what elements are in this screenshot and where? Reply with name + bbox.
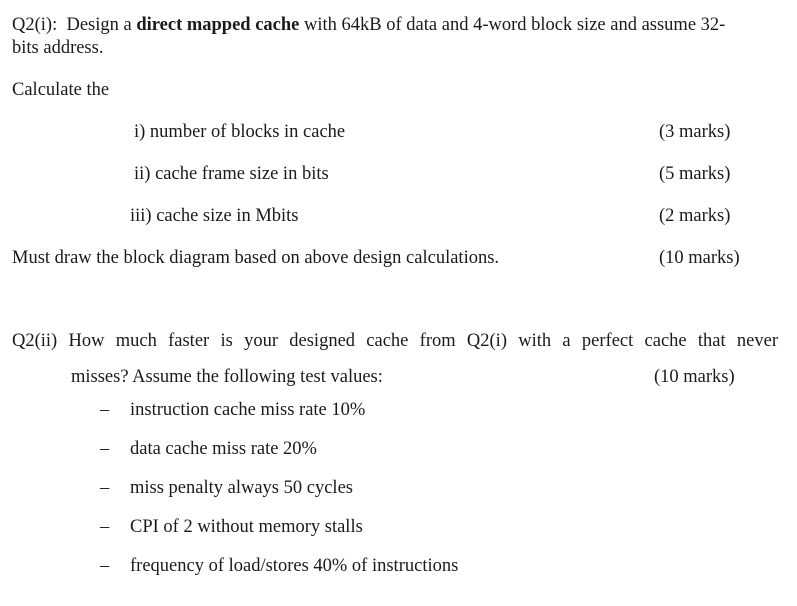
item-1-marks: (3 marks): [659, 122, 731, 142]
item-2-marks: (5 marks): [659, 164, 731, 184]
item-3-marks: (2 marks): [659, 206, 731, 226]
bullet-3: miss penalty always 50 cycles: [130, 478, 353, 498]
bullet-5: frequency of load/stores 40% of instructions: [130, 556, 459, 576]
calculate-label: Calculate the: [12, 80, 110, 100]
q2ii-line1: Q2(ii) How much faster is your designed cache from Q2(i) with a perfect cache that never: [12, 331, 778, 351]
item-3-text: iii) cache size in Mbits: [130, 206, 299, 226]
bullet-4: CPI of 2 without memory stalls: [130, 517, 363, 537]
item-2-text: ii) cache frame size in bits: [134, 164, 329, 184]
q2ii-marks: (10 marks): [654, 367, 735, 387]
dash-4: –: [100, 517, 110, 537]
bullet-2: data cache miss rate 20%: [130, 439, 317, 459]
dash-2: –: [100, 439, 110, 459]
q2i-intro-bold: direct mapped cache: [136, 15, 300, 35]
q2i-label: Q2(i):: [12, 15, 58, 35]
dash-5: –: [100, 556, 110, 576]
diagram-marks: (10 marks): [659, 248, 740, 268]
q2i-intro-post: with 64kB of data and 4-word block size and assume 32-: [304, 15, 726, 35]
dash-3: –: [100, 478, 110, 498]
dash-1: –: [100, 400, 110, 420]
bullet-1: instruction cache miss rate 10%: [130, 400, 366, 420]
q2i-intro-line1: [12, 14, 725, 36]
item-1-text: i) number of blocks in cache: [134, 122, 346, 142]
diagram-instruction: Must draw the block diagram based on above design calculations.: [12, 248, 500, 268]
q2ii-line2: misses? Assume the following test values:: [71, 367, 383, 387]
q2i-intro-line2: bits address.: [12, 38, 104, 58]
q2i-intro-pre: Design a: [66, 15, 132, 35]
